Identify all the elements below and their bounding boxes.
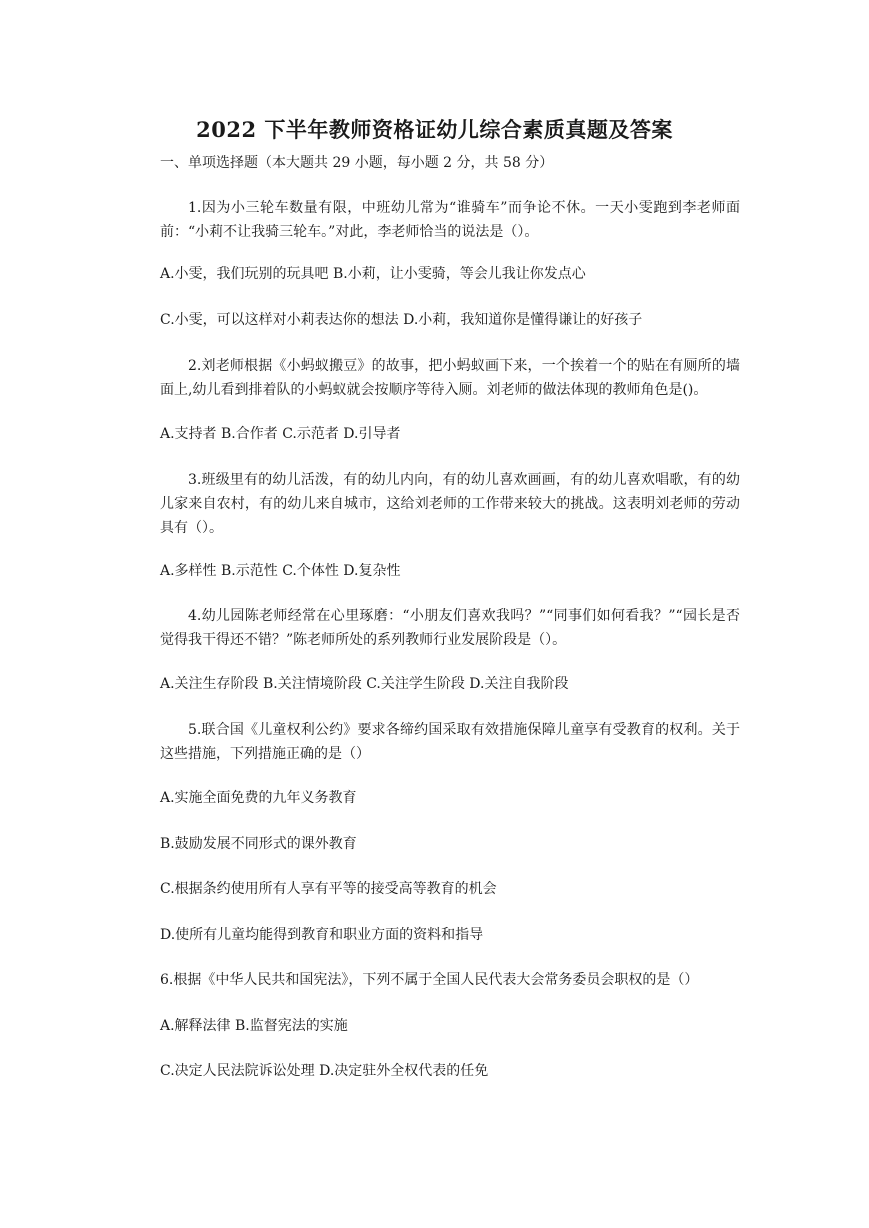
question-3-stem: 3.班级里有的幼儿活泼，有的幼儿内向，有的幼儿喜欢画画，有的幼儿喜欢唱歌，有的幼儿家来自农村，有的幼儿来自城市，这给刘老师的工作带来较大的挑战。这表明刘老师的劳动具有（）。: [160, 472, 740, 536]
question-6-options-ab: A.解释法律 B.监督宪法的实施: [160, 1018, 348, 1034]
section-heading: 一、单项选择题（本大题共 29 小题，每小题 2 分，共 58 分）: [160, 155, 554, 171]
question-6-options-cd: C.决定人民法院诉讼处理 D.决定驻外全权代表的任免: [160, 1063, 489, 1079]
question-3-options: A.多样性 B.示范性 C.个体性 D.复杂性: [160, 563, 401, 579]
question-6-stem: 6.根据《中华人民共和国宪法》，下列不属于全国人民代表大会常务委员会职权的是（）: [160, 972, 699, 988]
question-1-stem: 1.因为小三轮车数量有限，中班幼儿常为“谁骑车”而争论不休。一天小雯跑到李老师面前：“小莉不让我骑三轮车。”对此，李老师恰当的说法是（）。: [160, 200, 740, 240]
question-5-stem: 5.联合国《儿童权利公约》要求各缔约国采取有效措施保障儿童享有受教育的权利。关于这些措施，下列措施正确的是（）: [160, 722, 740, 762]
question-5-option-a: A.实施全面免费的九年义务教育: [160, 790, 357, 806]
question-4-options: A.关注生存阶段 B.关注情境阶段 C.关注学生阶段 D.关注自我阶段: [160, 676, 569, 692]
document-title: 2022 下半年教师资格证幼儿综合素质真题及答案: [196, 117, 673, 142]
question-4-stem: 4.幼儿园陈老师经常在心里琢磨：“小朋友们喜欢我吗？”“同事们如何看我？”“园长是否觉得我干得还不错？”陈老师所处的系列教师行业发展阶段是（）。: [160, 608, 740, 648]
question-1-options-ab: A.小雯，我们玩别的玩具吧 B.小莉，让小雯骑，等会儿我让你发点心: [160, 266, 586, 282]
question-5-option-c: C.根据条约使用所有人享有平等的接受高等教育的机会: [160, 881, 497, 897]
question-1-options-cd: C.小雯，可以这样对小莉表达你的想法 D.小莉，我知道你是懂得谦让的好孩子: [160, 312, 643, 328]
question-5-option-b: B.鼓励发展不同形式的课外教育: [160, 836, 357, 852]
question-5-option-d: D.使所有儿童均能得到教育和职业方面的资料和指导: [160, 927, 484, 943]
question-2-options: A.支持者 B.合作者 C.示范者 D.引导者: [160, 426, 401, 442]
question-2-stem: 2.刘老师根据《小蚂蚁搬豆》的故事，把小蚂蚁画下来，一个挨着一个的贴在有厕所的墙面上,幼儿看到排着队的小蚂蚁就会按顺序等待入厕。刘老师的做法体现的教师角色是()。: [160, 358, 740, 398]
